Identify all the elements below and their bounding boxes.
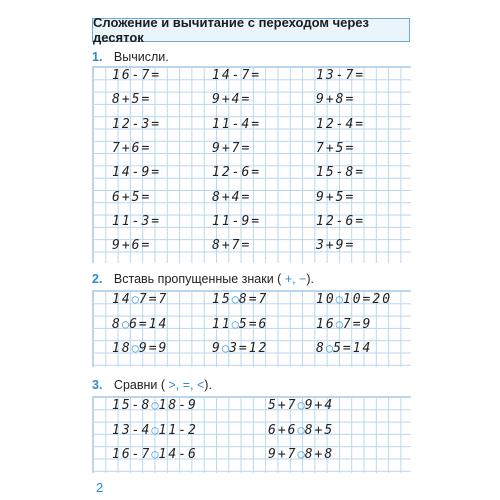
exercise-item: 12-3=	[112, 116, 162, 132]
task-2-instruction: Вставь пропущенные знаки (	[113, 272, 282, 286]
blank-circle[interactable]: ○	[335, 316, 343, 331]
exercise-item: 15-8○18-9	[112, 398, 198, 413]
blank-circle[interactable]: ○	[297, 447, 305, 461]
blank-circle[interactable]: ○	[151, 447, 159, 461]
exercise-item: 11-3=	[112, 213, 162, 229]
exercise-item: 5+7○9+4	[268, 398, 335, 413]
exercise-item: 8○5=14	[316, 341, 373, 356]
exercise-item: 16-7=	[112, 68, 162, 83]
exercise-item: 8+7=	[212, 238, 252, 254]
exercise-item: 9○3=12	[212, 341, 269, 356]
task-2-symbols: +, −	[284, 272, 307, 286]
task-1-number: 1.	[92, 50, 103, 64]
exercise-item: 15-8=	[316, 165, 366, 181]
blank-circle[interactable]: ○	[131, 341, 139, 355]
section-title-text: Сложение и вычитание с переходом через десяток	[93, 15, 369, 45]
exercise-item: 9+6=	[112, 238, 152, 254]
page-number: 2	[96, 480, 104, 495]
blank-circle[interactable]: ○	[121, 316, 130, 331]
blank-circle[interactable]: ○	[231, 292, 239, 306]
exercise-item: 11-9=	[212, 213, 262, 229]
exercise-item: 3+9=	[316, 238, 356, 254]
exercise-item: 9+7=	[212, 140, 252, 156]
task-3-instruction: Сравни (	[113, 378, 166, 392]
task-2-heading	[92, 272, 314, 286]
task-3-number: 3.	[92, 378, 103, 392]
task-1-heading	[92, 50, 169, 64]
exercise-item: 13-7=	[316, 68, 366, 83]
exercise-item: 12-6=	[212, 165, 262, 181]
exercise-item: 14-9=	[112, 165, 162, 181]
exercise-item: 11○5=6	[212, 316, 269, 332]
exercise-item: 12-6=	[316, 213, 366, 229]
blank-circle[interactable]: ○	[335, 292, 343, 306]
exercise-item: 18○9=9	[112, 341, 169, 356]
blank-circle[interactable]: ○	[231, 316, 239, 331]
exercise-item: 12-4=	[316, 116, 366, 132]
exercise-item: 9+4=	[212, 92, 252, 108]
task-3-heading	[92, 378, 212, 392]
blank-circle[interactable]: ○	[297, 422, 305, 437]
exercise-item: 8○6=14	[112, 316, 169, 332]
exercise-item: 9+7○8+8	[268, 447, 335, 462]
exercise-item: 11-4=	[212, 116, 262, 132]
exercise-item: 8+4=	[212, 189, 252, 205]
exercise-item: 9+8=	[316, 92, 356, 108]
exercise-item: 16○7=9	[316, 316, 373, 332]
task-3-end: ).	[204, 378, 212, 392]
blank-circle[interactable]: ○	[325, 341, 334, 355]
exercise-item: 13-4○11-2	[112, 422, 198, 438]
exercise-item: 6+6○8+5	[268, 422, 335, 438]
task-2-end: ).	[306, 272, 315, 286]
blank-circle[interactable]: ○	[151, 398, 159, 412]
exercise-item: 9+5=	[316, 189, 356, 205]
blank-circle[interactable]: ○	[297, 398, 305, 412]
exercise-item: 7+6=	[112, 140, 152, 156]
section-title	[92, 15, 410, 45]
blank-circle[interactable]: ○	[221, 341, 230, 355]
exercise-item: 10○10=20	[316, 292, 393, 307]
exercise-item: 6+5=	[112, 189, 152, 205]
exercise-item: 8+5=	[112, 92, 152, 108]
exercise-item: 16-7○14-6	[112, 447, 198, 462]
task-2-number: 2.	[92, 272, 103, 286]
exercise-item: 14-7=	[212, 68, 262, 83]
exercise-item: 14○7=7	[112, 292, 169, 307]
blank-circle[interactable]: ○	[131, 292, 139, 306]
task-3-symbols: >, =, <	[168, 378, 205, 392]
blank-circle[interactable]: ○	[151, 422, 159, 437]
task-1-instruction: Вычисли.	[113, 50, 169, 64]
exercise-item: 7+5=	[316, 140, 356, 156]
exercise-item: 15○8=7	[212, 292, 269, 307]
